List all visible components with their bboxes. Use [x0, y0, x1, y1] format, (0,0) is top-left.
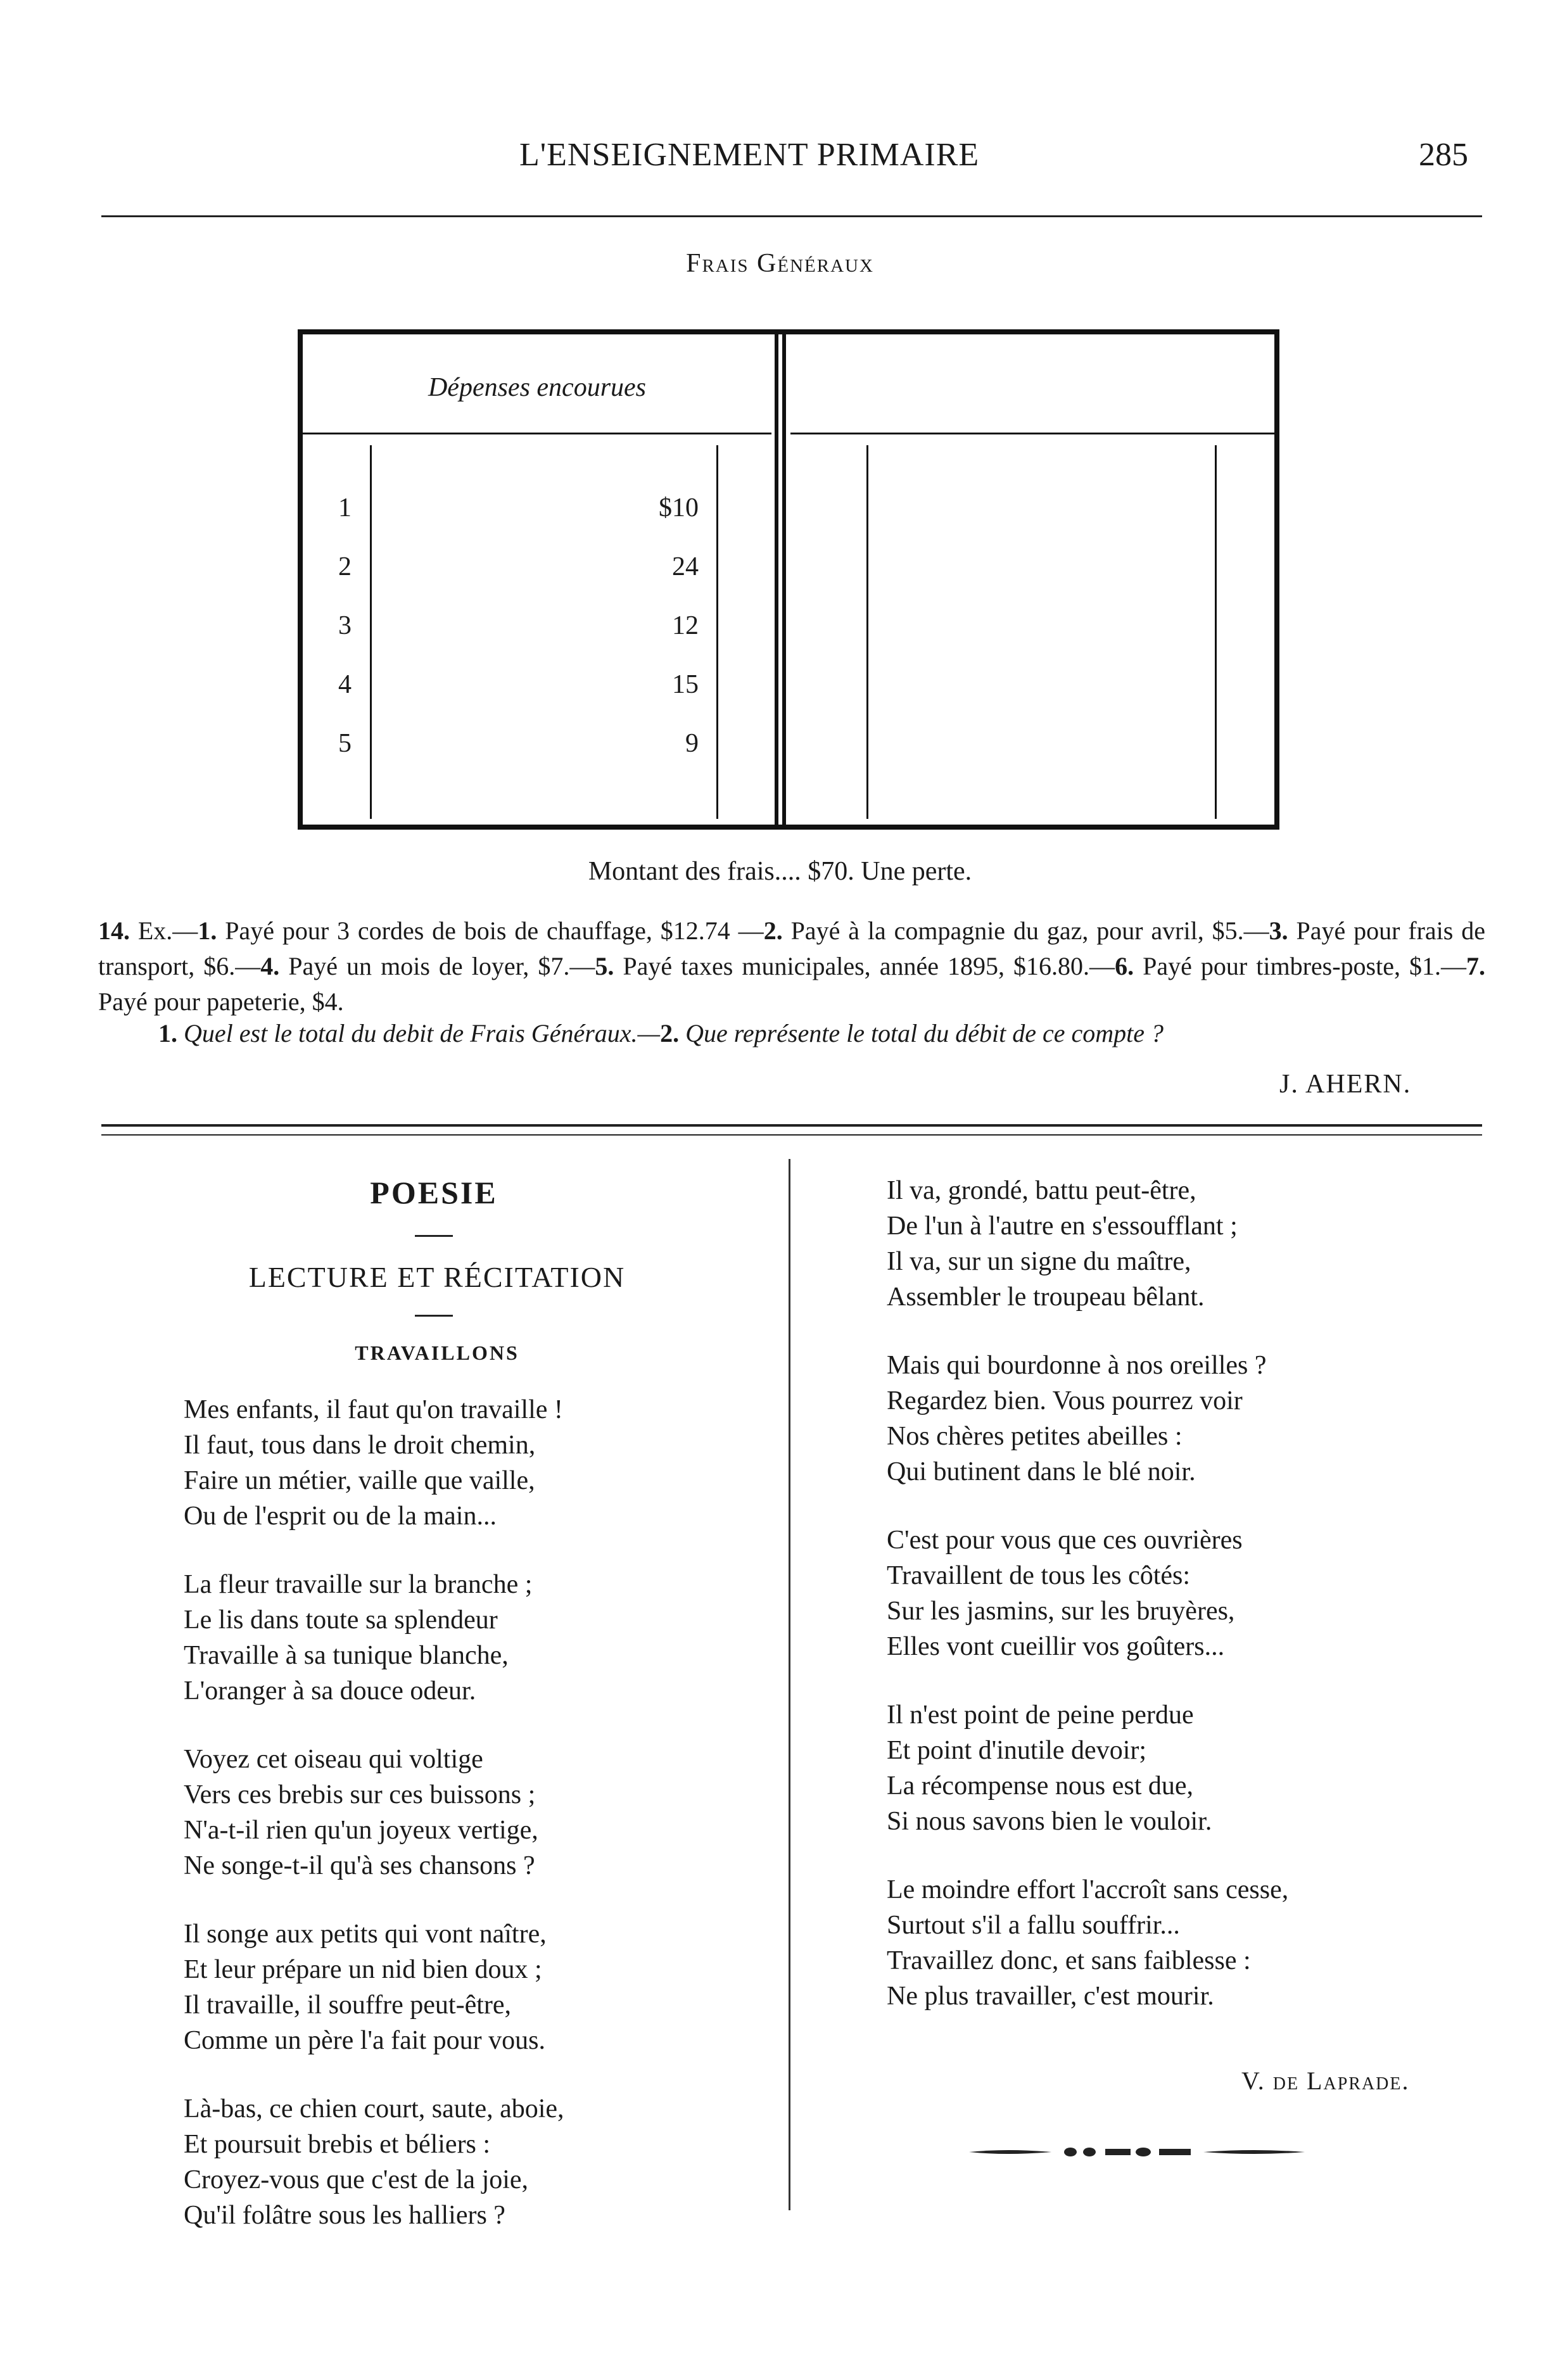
- poem-stanza: [887, 1697, 1212, 1839]
- poem-line: Si nous savons bien le vouloir.: [887, 1807, 1212, 1836]
- poem-line: Nos chères petites abeilles :: [887, 1422, 1183, 1451]
- ledger-row-amount: 15: [672, 670, 699, 699]
- page-number: 285: [1419, 137, 1468, 173]
- ledger-total-line: Montant des frais.... $70. Une perte.: [588, 857, 972, 886]
- item-text: Payé pour timbres-poste, $1.—: [1134, 952, 1467, 980]
- ledger-row-index: 1: [338, 493, 352, 522]
- ledger-row: [303, 493, 771, 552]
- poem-line: Travaillent de tous les côtés:: [887, 1561, 1191, 1590]
- poem-line: Vers ces brebis sur ces buissons ;: [184, 1780, 536, 1809]
- poem-stanza: [887, 1872, 1288, 2014]
- ledger-row-index: 5: [338, 729, 352, 758]
- item-number: 4.: [260, 952, 280, 980]
- poem-line: De l'un à l'autre en s'essoufflant ;: [887, 1212, 1238, 1241]
- ledger-row-index: 2: [338, 552, 352, 581]
- ornament-rule: [969, 2146, 1305, 2158]
- ledger-row: [303, 728, 771, 787]
- item-number: 3.: [1269, 916, 1288, 945]
- ledger-center-rule-b: [782, 334, 786, 825]
- ledger-row: [303, 552, 771, 611]
- poem-line: Il travaille, il souffre peut-être,: [184, 1991, 512, 2020]
- poem-title: TRAVAILLONS: [355, 1341, 519, 1364]
- ledger-title: Frais Généraux: [686, 249, 874, 278]
- poem-line: Mes enfants, il faut qu'on travaille !: [184, 1395, 563, 1424]
- poem-line: C'est pour vous que ces ouvrières: [887, 1526, 1243, 1555]
- poem-line: Et leur prépare un nid bien doux ;: [184, 1955, 542, 1984]
- item-text: Payé pour papeterie, $4.: [98, 987, 344, 1016]
- exercise-author: J. AHERN.: [1279, 1070, 1412, 1099]
- item-text: Payé pour 3 cordes de bois de chauffage, $12.74 —: [217, 916, 764, 945]
- title-dash: [415, 1315, 453, 1317]
- item-number: 5.: [595, 952, 614, 980]
- section-rule-thin: [101, 1134, 1482, 1136]
- poem-line: Le moindre effort l'accroît sans cesse,: [887, 1875, 1289, 1904]
- poem-line: Qu'il folâtre sous les halliers ?: [184, 2201, 505, 2230]
- ledger-center-rule-a: [775, 334, 778, 825]
- exercise-text: [98, 913, 1485, 1020]
- ledger-column-title: Dépenses encourues: [428, 373, 647, 402]
- poem-line: Voyez cet oiseau qui voltige: [184, 1745, 483, 1774]
- poem-line: La récompense nous est due,: [887, 1771, 1194, 1801]
- poem-line: Il va, grondé, battu peut-être,: [887, 1176, 1196, 1205]
- poem-stanza: [184, 1916, 547, 2058]
- ledger-right-header-rule: [790, 433, 1278, 434]
- title-dash: [415, 1235, 453, 1237]
- poem-line: Faire un métier, vaille que vaille,: [184, 1466, 535, 1495]
- poem-line: N'a-t-il rien qu'un joyeux vertige,: [184, 1816, 538, 1845]
- poem-line: L'oranger à sa douce odeur.: [184, 1676, 476, 1706]
- question-text: Que représente le total du débit de ce compte ?: [679, 1019, 1164, 1048]
- section-heading: LECTURE ET RÉCITATION: [248, 1261, 626, 1293]
- poem-line: Il faut, tous dans le droit chemin,: [184, 1431, 536, 1460]
- poem-line: Surtout s'il a fallu souffrir...: [887, 1911, 1180, 1940]
- running-head: L'ENSEIGNEMENT PRIMAIRE: [519, 137, 980, 173]
- poem-line: Sur les jasmins, sur les bruyères,: [887, 1597, 1235, 1626]
- ledger-left-header-rule: [303, 433, 771, 434]
- question-number: 1.: [158, 1019, 177, 1048]
- ledger-row-amount: 12: [672, 611, 699, 640]
- poem-line: Ne songe-t-il qu'à ses chansons ?: [184, 1851, 535, 1880]
- poem-line: Le lis dans toute sa splendeur: [184, 1605, 498, 1635]
- ledger-row: [303, 669, 771, 728]
- item-text: Payé à la compagnie du gaz, pour avril, $5.—: [782, 916, 1269, 945]
- item-number: 1.: [198, 916, 217, 945]
- section-title: POESIE: [370, 1175, 498, 1210]
- header-rule: [101, 215, 1482, 217]
- poem-line: Travaille à sa tunique blanche,: [184, 1641, 509, 1670]
- ledger-row-index: 4: [338, 670, 352, 699]
- column-divider: [789, 1159, 790, 2210]
- ledger-row: [303, 611, 771, 669]
- poem-line: Il songe aux petits qui vont naître,: [184, 1920, 547, 1949]
- item-number: 2.: [763, 916, 783, 945]
- poem-line: Regardez bien. Vous pourrez voir: [887, 1386, 1243, 1415]
- exercise-intro: Ex.—: [130, 916, 198, 945]
- ledger-table: [298, 329, 1279, 830]
- item-number: 7.: [1466, 952, 1486, 980]
- poem-stanza: [887, 1348, 1267, 1490]
- ledger-row-index: 3: [338, 611, 352, 640]
- poem-line: Croyez-vous que c'est de la joie,: [184, 2165, 529, 2194]
- poem-line: Et poursuit brebis et béliers :: [184, 2130, 491, 2159]
- poem-stanza: [184, 1567, 532, 1709]
- poem-line: La fleur travaille sur la branche ;: [184, 1570, 533, 1599]
- poem-line: Assembler le troupeau bêlant.: [887, 1282, 1205, 1312]
- ledger-right-col-rule-b: [1215, 445, 1217, 819]
- poem-stanza: [887, 1173, 1238, 1315]
- ledger-row-amount: 24: [672, 552, 699, 581]
- question-text: Quel est le total du debit de Frais Généraux.—: [177, 1019, 661, 1048]
- item-text: Payé taxes municipales, année 1895, $16.80.—: [614, 952, 1115, 980]
- item-number: 6.: [1115, 952, 1134, 980]
- poem-line: Mais qui bourdonne à nos oreilles ?: [887, 1351, 1267, 1380]
- poem-line: Elles vont cueillir vos goûters...: [887, 1632, 1225, 1661]
- poem-line: Et point d'inutile devoir;: [887, 1736, 1147, 1765]
- poem-line: Qui butinent dans le blé noir.: [887, 1457, 1196, 1486]
- ledger-row-amount: 9: [685, 729, 699, 758]
- section-rule-thick: [101, 1124, 1482, 1127]
- poem-stanza: [184, 1742, 538, 1883]
- poem-line: Ne plus travailler, c'est mourir.: [887, 1982, 1214, 2011]
- ledger-right-col-rule-a: [866, 445, 868, 819]
- poem-stanza: [184, 1392, 563, 1534]
- poem-line: Travaillez donc, et sans faiblesse :: [887, 1946, 1251, 1975]
- item-text: Payé un mois de loyer, $7.—: [279, 952, 595, 980]
- poem-line: Il n'est point de peine perdue: [887, 1700, 1194, 1730]
- exercise-number: 14.: [98, 916, 130, 945]
- item-text: Payé pour frais de transport, $6.—: [98, 916, 1485, 980]
- poem-line: Il va, sur un signe du maître,: [887, 1247, 1191, 1276]
- poem-stanza: [887, 1522, 1243, 1664]
- poem-line: Ou de l'esprit ou de la main...: [184, 1502, 497, 1531]
- ledger-row-amount: $10: [659, 493, 699, 522]
- poem-stanza: [184, 2091, 564, 2233]
- poem-line: Là-bas, ce chien court, saute, aboie,: [184, 2094, 564, 2124]
- question-number: 2.: [660, 1019, 680, 1048]
- poem-line: Comme un père l'a fait pour vous.: [184, 2026, 545, 2055]
- poem-signature: V. de Laprade.: [1241, 2067, 1410, 2095]
- exercise-questions: [158, 1017, 1488, 1050]
